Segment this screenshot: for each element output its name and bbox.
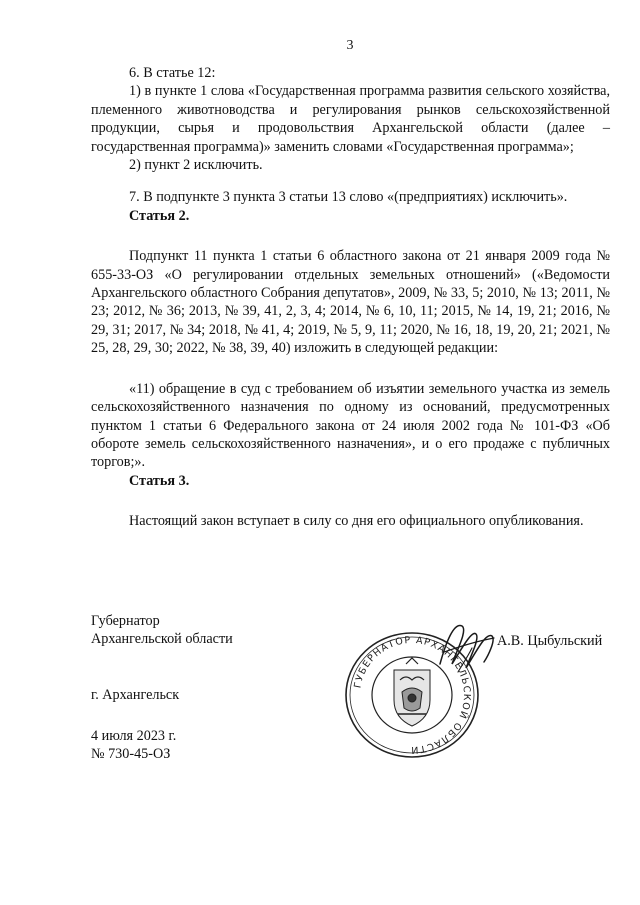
document-body (91, 64, 610, 531)
handwritten-signature (432, 612, 502, 682)
signatory-title (91, 612, 233, 649)
seal-text: ГУБЕРНАТОР АРХАНГЕЛЬСКОЙ ОБЛАСТИ (352, 634, 473, 756)
item6-header: 6. В статье 12: (129, 65, 216, 81)
item6-subitem1: 1) в пункте 1 слова «Государственная программа развития сельского хозяйства, племенного животноводства и регулирования рынков сельскохозяйственной продукции, сырья и продовольствия Архангельской области (далее – государственная программа)» заменить словами «Государственная программа»; (91, 83, 610, 155)
city: г. Архангельск (91, 687, 180, 703)
law-date: 4 июля 2023 г. (91, 728, 177, 744)
article2-paragraph2: «11) обращение в суд с требованием об изъятии земельного участка из земель сельскохозяйственного назначения по одному из оснований, предусмотренных пунктом 1 статьи 6 Федерального закона от 24 июля 2002 года № 101-ФЗ «Об обороте земель сельскохозяйственного назначения», и о его продаже с публичных торгов;». (91, 380, 610, 471)
article2-paragraph1: Подпункт 11 пункта 1 статьи 6 областного закона от 21 января 2009 года № 655-33-ОЗ «О регулировании отдельных земельных отношений» («Ведомости Архангельского областного Собрания депутатов», 2009, № 33, 5; 2010, № 13; 2011, № 23; 2012, № 36; 2013, № 39, 41, 2, 3, 4; 2014, № 6, 10, 11; 2015, № 14, 19, 21; 2016, № 29, 31; 2017, № 34; 2018, № 41, 4; 2019, № 5, 9, 11; 2020, № 16, 18, 19, 20, 21; 2021, № 25, 28, 29, 30; 2022, № 38, 39, 40) изложить в следующей редакции: (91, 248, 610, 357)
article3-paragraph1: Настоящий закон вступает в силу со дня его официального опубликования. (129, 513, 584, 530)
article2-heading: Статья 2. (129, 207, 190, 224)
signatory-title-line1: Губернатор (91, 613, 160, 629)
coat-of-arms-icon (394, 658, 430, 726)
page-number: 3 (346, 38, 354, 53)
date-block (91, 727, 176, 764)
item7: 7. В подпункте 3 пункта 3 статьи 13 слово «(предприятиях) исключить». (129, 189, 568, 206)
item6-subitem2: 2) пункт 2 исключить. (129, 157, 263, 174)
article3-heading: Статья 3. (129, 472, 190, 489)
law-number: № 730-45-ОЗ (91, 746, 171, 763)
signer-name: А.В. Цыбульский (497, 633, 603, 649)
signatory-title-line2: Архангельской области (91, 631, 233, 648)
